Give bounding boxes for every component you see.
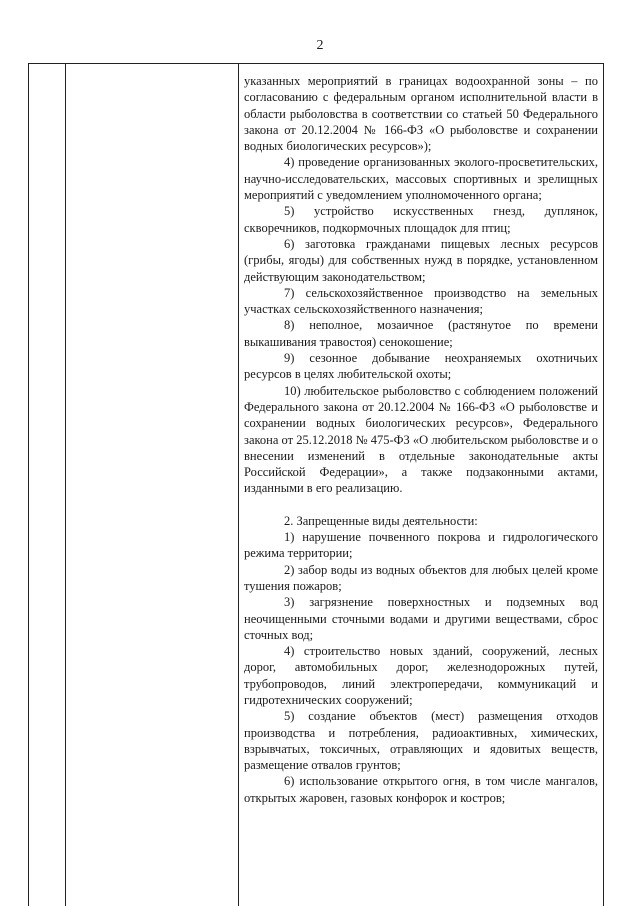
table-border-left — [28, 64, 29, 906]
paragraph-continuation: указанных мероприятий в границах водоохранной зоны – по согласованию с федеральным органом исполнительной власти в области рыболовства в соответствии со статьей 50 Федерального закона от 20.12.2004 № 166-ФЗ «О рыболовстве и сохранении водных биологических ресурсов»); — [244, 74, 598, 154]
table-divider-2 — [238, 64, 239, 906]
prohibited-item-6: 6) использование открытого огня, в том числе мангалов, открытых жаровен, газовых конфорок и костров; — [244, 774, 598, 805]
table-divider-1 — [65, 64, 66, 906]
section-heading-prohibited: 2. Запрещенные виды деятельности: — [284, 513, 478, 528]
list-item-10: 10) любительское рыболовство с соблюдением положений Федерального закона от 20.12.2004 № 166-ФЗ «О рыболовстве и сохранении водных биологических ресурсов», Федерального закона от 25.12.2018 № 475-ФЗ «О любительском рыболовстве и о внесении изменений в отдельные законодательные акты Российской Федерации», а также подзаконными актами, изданными в его реализацию. — [244, 383, 598, 496]
prohibited-item-4: 4) строительство новых зданий, сооружений, лесных дорог, автомобильных дорог, железнодорожных путей, трубопроводов, линий электропередачи, коммуникаций и гидротехнических сооружений; — [244, 644, 598, 707]
list-item-9: 9) сезонное добывание неохраняемых охотничьих ресурсов в целях любительской охоты; — [244, 351, 598, 382]
prohibited-item-1: 1) нарушение почвенного покрова и гидрологического режима территории; — [244, 530, 598, 561]
list-item-8: 8) неполное, мозаичное (растянутое по времени выкашивания травостоя) сенокошение; — [244, 318, 598, 349]
list-item-4: 4) проведение организованных эколого-просветительских, научно-исследовательских, массовых спортивных и зрелищных мероприятий с уведомлением уполномоченного органа; — [244, 155, 598, 203]
list-item-6: 6) заготовка гражданами пищевых лесных ресурсов (грибы, ягоды) для собственных нужд в порядке, установленном действующим законодательством; — [244, 236, 598, 284]
table-border-right — [603, 64, 604, 906]
prohibited-item-5: 5) создание объектов (мест) размещения отходов производства и потребления, радиоактивных, химических, взрывчатых, токсичных, отравляющих и ядовитых веществ, размещение отвалов грунтов; — [244, 709, 598, 773]
prohibited-item-2: 2) забор воды из водных объектов для любых целей кроме тушения пожаров; — [244, 562, 598, 593]
list-item-7: 7) сельскохозяйственное производство на земельных участках сельскохозяйственного назначения; — [244, 285, 598, 317]
list-item-5: 5) устройство искусственных гнезд, дуплянок, скворечников, подкормочных площадок для птиц; — [244, 204, 598, 235]
table-text-cell — [244, 73, 598, 806]
prohibited-item-3: 3) загрязнение поверхностных и подземных вод неочищенными сточными водами и другими веществами, сброс сточных вод; — [244, 595, 598, 642]
page-number: 2 — [316, 38, 324, 53]
